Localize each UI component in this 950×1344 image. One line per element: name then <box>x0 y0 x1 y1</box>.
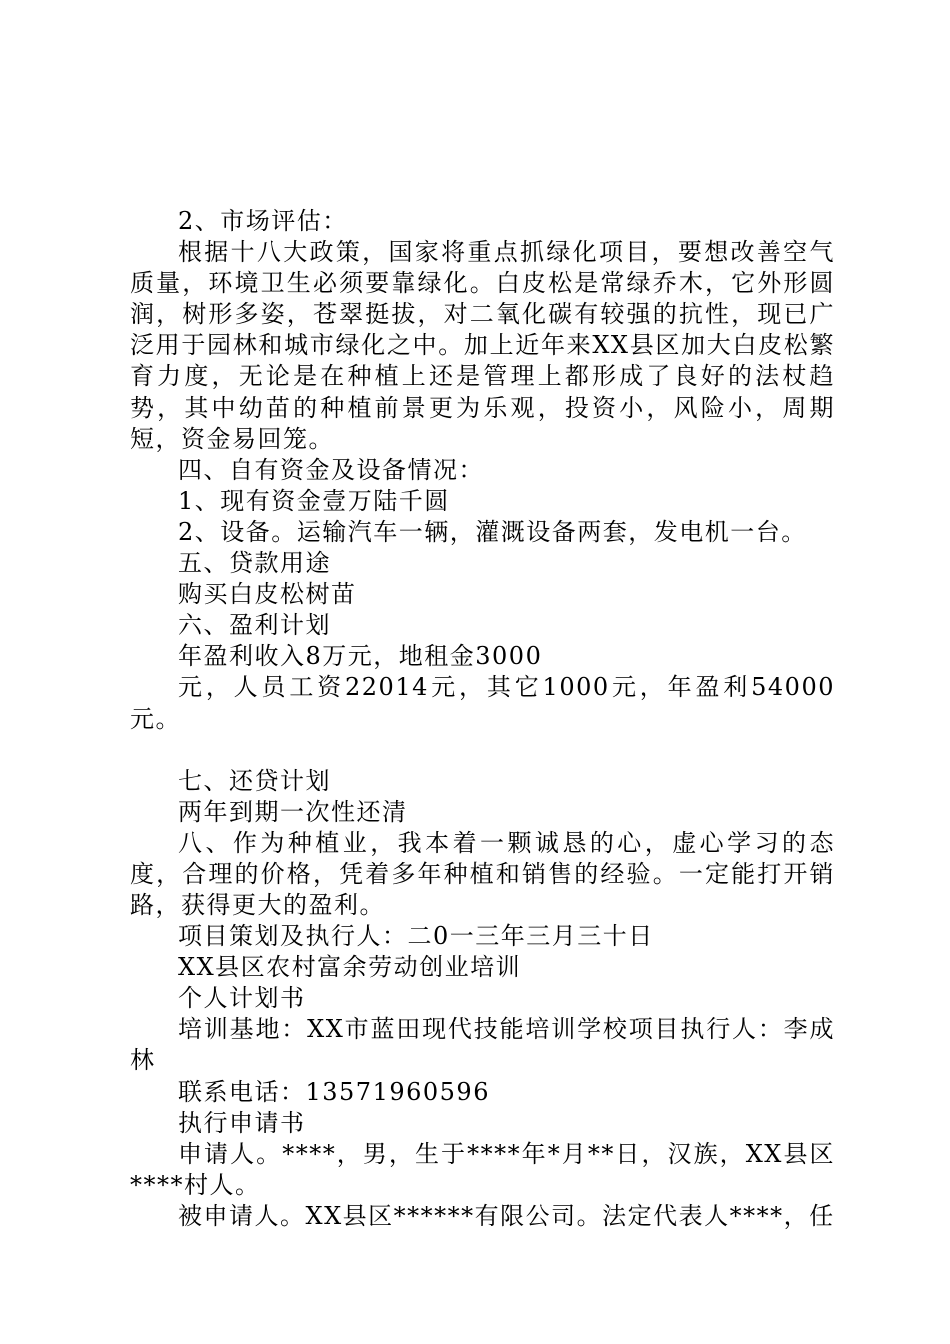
paragraph-loan-use: 购买白皮松树苗 <box>178 580 357 609</box>
paragraph-training-base: 培训基地：XX市蓝田现代技能培训学校项目执行人：李成林 <box>130 1015 835 1075</box>
paragraph-commitment: 八、作为种植业，我本着一颗诚恳的心，虚心学习的态度，合理的价格，凭着多年种植和销售的经验。一定能打开销路，获得更大的盈利。 <box>130 828 835 919</box>
paragraph-plan-title: 个人计划书 <box>178 984 306 1013</box>
section-heading-repayment: 七、还贷计划 <box>178 766 331 795</box>
section-heading-market: 2、市场评估： <box>178 207 348 235</box>
blank-line <box>130 735 835 766</box>
paragraph-profit-line2: 元，人员工资22014元，其它1000元，年盈利54000元。 <box>130 673 835 733</box>
paragraph-funds: 1、现有资金壹万陆千圆 <box>178 486 450 515</box>
paragraph-profit-line1: 年盈利收入8万元，地租金3000 <box>178 642 543 671</box>
paragraph-application-title: 执行申请书 <box>178 1108 306 1137</box>
paragraph-planner-date: 项目策划及执行人：二0一三年三月三十日 <box>178 922 654 951</box>
paragraph-respondent: 被申请人。XX县区******有限公司。法定代表人****，任 <box>178 1201 835 1230</box>
paragraph-training-title: XX县区农村富余劳动创业培训 <box>178 953 522 982</box>
section-heading-profit: 六、盈利计划 <box>178 611 331 640</box>
section-heading-funds: 四、自有资金及设备情况： <box>178 455 484 484</box>
paragraph-equipment: 2、设备。运输汽车一辆，灌溉设备两套，发电机一台。 <box>178 517 807 546</box>
paragraph-applicant: 申请人。****，男，生于****年*月**日，汉族，XX县区****村人。 <box>130 1139 835 1199</box>
document-body <box>130 206 835 1232</box>
section-heading-loan-use: 五、贷款用途 <box>178 549 331 578</box>
paragraph-repayment: 两年到期一次性还清 <box>178 797 408 826</box>
paragraph-market-assessment: 根据十八大政策，国家将重点抓绿化项目，要想改善空气质量，环境卫生必须要靠绿化。白皮松是常绿乔木，它外形圆润，树形多姿，苍翠挺拔，对二氧化碳有较强的抗性，现已广泛用于园林和城市绿化之中。加上近年来XX县区加大白皮松繁育力度，无论是在种植上还是管理上都形成了良好的法杖趋势，其中幼苗的种植前景更为乐观，投资小，风险小，周期短，资金易回笼。 <box>130 238 835 453</box>
paragraph-phone: 联系电话：13571960596 <box>178 1077 490 1106</box>
